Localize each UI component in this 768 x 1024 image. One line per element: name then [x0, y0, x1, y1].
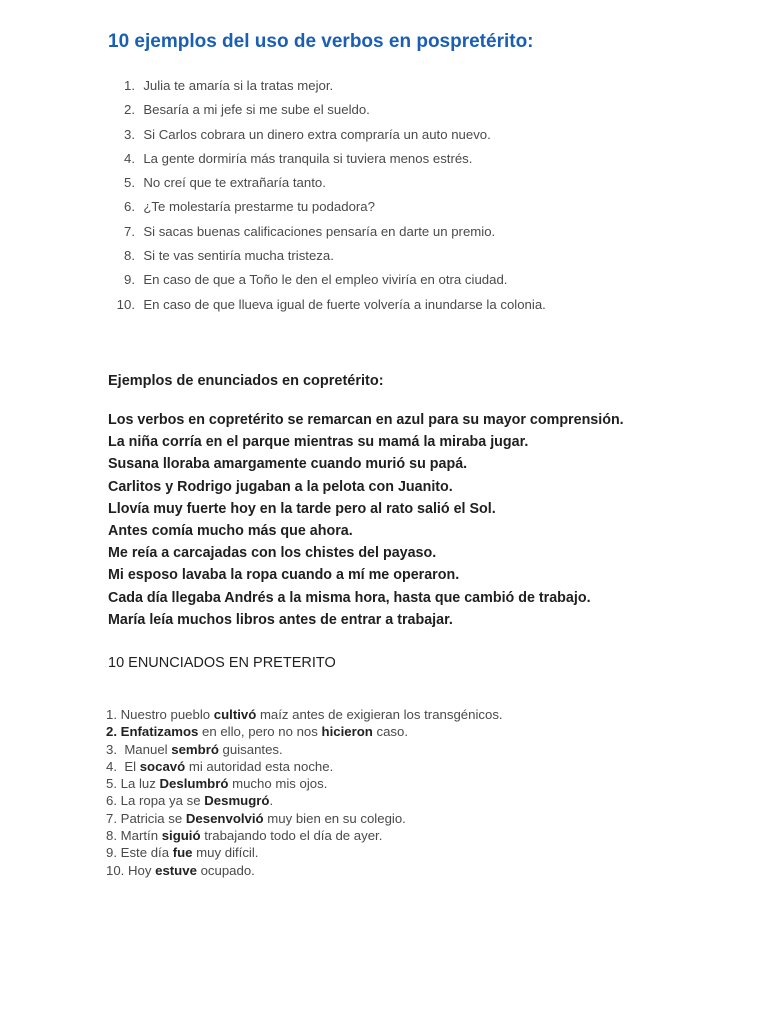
sentence-fragment: en ello, pero no nos: [198, 724, 322, 740]
copreterito-examples-list: [108, 409, 624, 631]
list-item-text: ¿Te molestaría prestarme tu podadora?: [143, 199, 375, 215]
verb-highlight: Deslumbró: [159, 776, 229, 792]
verb-highlight: 2. Enfatizamos: [106, 724, 199, 740]
list-item: [106, 844, 503, 861]
sentence-fragment: 1. Nuestro pueblo: [106, 707, 214, 722]
sentence-fragment: 8. Martín: [106, 828, 162, 844]
sentence-line: La niña corría en el parque mientras su mamá la miraba jugar.: [108, 434, 529, 451]
sentence-line: Mi esposo lavaba la ropa cuando a mí me operaron.: [108, 567, 460, 584]
list-item: [106, 792, 503, 809]
verb-highlight: estuve: [155, 862, 197, 878]
list-item-text: Julia te amaría si la tratas mejor.: [143, 78, 334, 93]
list-item: [108, 270, 546, 294]
section-title-pospreterito: 10 ejemplos del uso de verbos en pospretérito:: [108, 31, 534, 52]
sentence-line: Cada día llegaba Andrés a la misma hora, hasta que cambió de trabajo.: [108, 589, 591, 606]
verb-highlight: Desenvolvió: [185, 810, 264, 826]
sentence-fragment: 6. La ropa ya se: [106, 793, 205, 809]
sentence-fragment: 3. Manuel: [106, 741, 172, 757]
list-item-text: Si te vas sentiría mucha tristeza.: [143, 248, 334, 264]
sentence-line: Me reía a carcajadas con los chistes del payaso.: [108, 545, 437, 562]
sentence-fragment: 5. La luz: [106, 776, 160, 792]
sentence-line: Susana lloraba amargamente cuando murió su papá.: [108, 456, 468, 473]
sentence-fragment: mucho mis ojos.: [228, 776, 328, 792]
sentence-fragment: 9. Este día: [106, 845, 173, 861]
section-heading-preterito: 10 ENUNCIADOS EN PRETERITO: [108, 655, 336, 671]
sentence-fragment: muy difícil.: [192, 845, 259, 861]
list-item: [108, 100, 546, 124]
list-item-number: 6.: [124, 199, 135, 215]
sentence-fragment: mi autoridad esta noche.: [185, 758, 334, 774]
list-item: [108, 149, 546, 173]
sentence-fragment: 10. Hoy: [106, 862, 156, 878]
list-item-number: 5.: [124, 175, 135, 191]
sentence-fragment: ocupado.: [196, 862, 255, 878]
verb-highlight: socavó: [139, 758, 186, 774]
list-item-text: Si sacas buenas calificaciones pensaría en darte un premio.: [143, 223, 496, 239]
verb-highlight: sembró: [171, 741, 219, 757]
list-item: [108, 295, 546, 319]
sentence-fragment: trabajando todo el día de ayer.: [200, 828, 383, 844]
verb-highlight: fue: [172, 845, 193, 861]
list-item-text: Si Carlos cobrara un dinero extra compraría un auto nuevo.: [143, 126, 491, 142]
list-item: [108, 222, 546, 246]
verb-highlight: hicieron: [321, 724, 373, 740]
list-item: [106, 775, 503, 792]
verb-highlight: siguió: [161, 828, 201, 844]
list-item-text: En caso de que a Toño le den el empleo viviría en otra ciudad.: [143, 272, 508, 288]
sentence-fragment: muy bien en su colegio.: [263, 810, 406, 826]
sentence-fragment: 7. Patricia se: [106, 810, 186, 826]
list-item-number: 2.: [124, 102, 135, 118]
pospreterito-examples-list: [108, 76, 546, 319]
list-item-number: 7.: [124, 223, 135, 239]
sentence-line: Antes comía mucho más que ahora.: [108, 522, 353, 539]
sentence-line: María leía muchos libros antes de entrar a trabajar.: [108, 611, 453, 628]
list-item-text: No creí que te extrañaría tanto.: [143, 175, 326, 191]
list-item: [106, 741, 503, 758]
list-item: [106, 827, 503, 844]
list-item: [108, 76, 546, 100]
list-item: [108, 197, 546, 221]
list-item: [106, 810, 503, 827]
list-item-number: 10.: [116, 296, 135, 312]
sentence-line: Llovía muy fuerte hoy en la tarde pero al rato salió el Sol.: [108, 500, 496, 517]
sentence-fragment: guisantes.: [218, 741, 283, 757]
list-item: [106, 862, 503, 879]
list-item-number: 1.: [124, 78, 135, 93]
sentence-fragment: caso.: [372, 724, 408, 740]
sentence-fragment: 4. El: [106, 758, 140, 774]
sentence-fragment: maíz antes de exigieran los transgénicos.: [256, 707, 503, 722]
preterito-examples-list: [106, 706, 503, 879]
list-item-number: 8.: [124, 248, 135, 264]
list-item-text: La gente dormiría más tranquila si tuviera menos estrés.: [143, 150, 473, 166]
list-item: [108, 246, 546, 270]
list-item-number: 9.: [124, 272, 135, 288]
list-item: [108, 173, 546, 197]
sentence-line: Los verbos en copretérito se remarcan en azul para su mayor comprensión.: [108, 412, 624, 428]
list-item: [106, 706, 503, 723]
list-item: [106, 723, 503, 740]
sentence-line: Carlitos y Rodrigo jugaban a la pelota con Juanito.: [108, 478, 453, 495]
list-item: [108, 125, 546, 149]
sentence-fragment: .: [269, 793, 274, 809]
list-item-text: Besaría a mi jefe si me sube el sueldo.: [143, 102, 370, 118]
verb-highlight: cultivó: [213, 707, 257, 722]
section-heading-copreterito: Ejemplos de enunciados en copretérito:: [108, 373, 384, 389]
list-item-number: 4.: [124, 150, 135, 166]
list-item-text: En caso de que llueva igual de fuerte volvería a inundarse la colonia.: [143, 296, 546, 312]
verb-highlight: Desmugró: [204, 793, 270, 809]
list-item-number: 3.: [124, 126, 135, 142]
list-item: [106, 758, 503, 775]
